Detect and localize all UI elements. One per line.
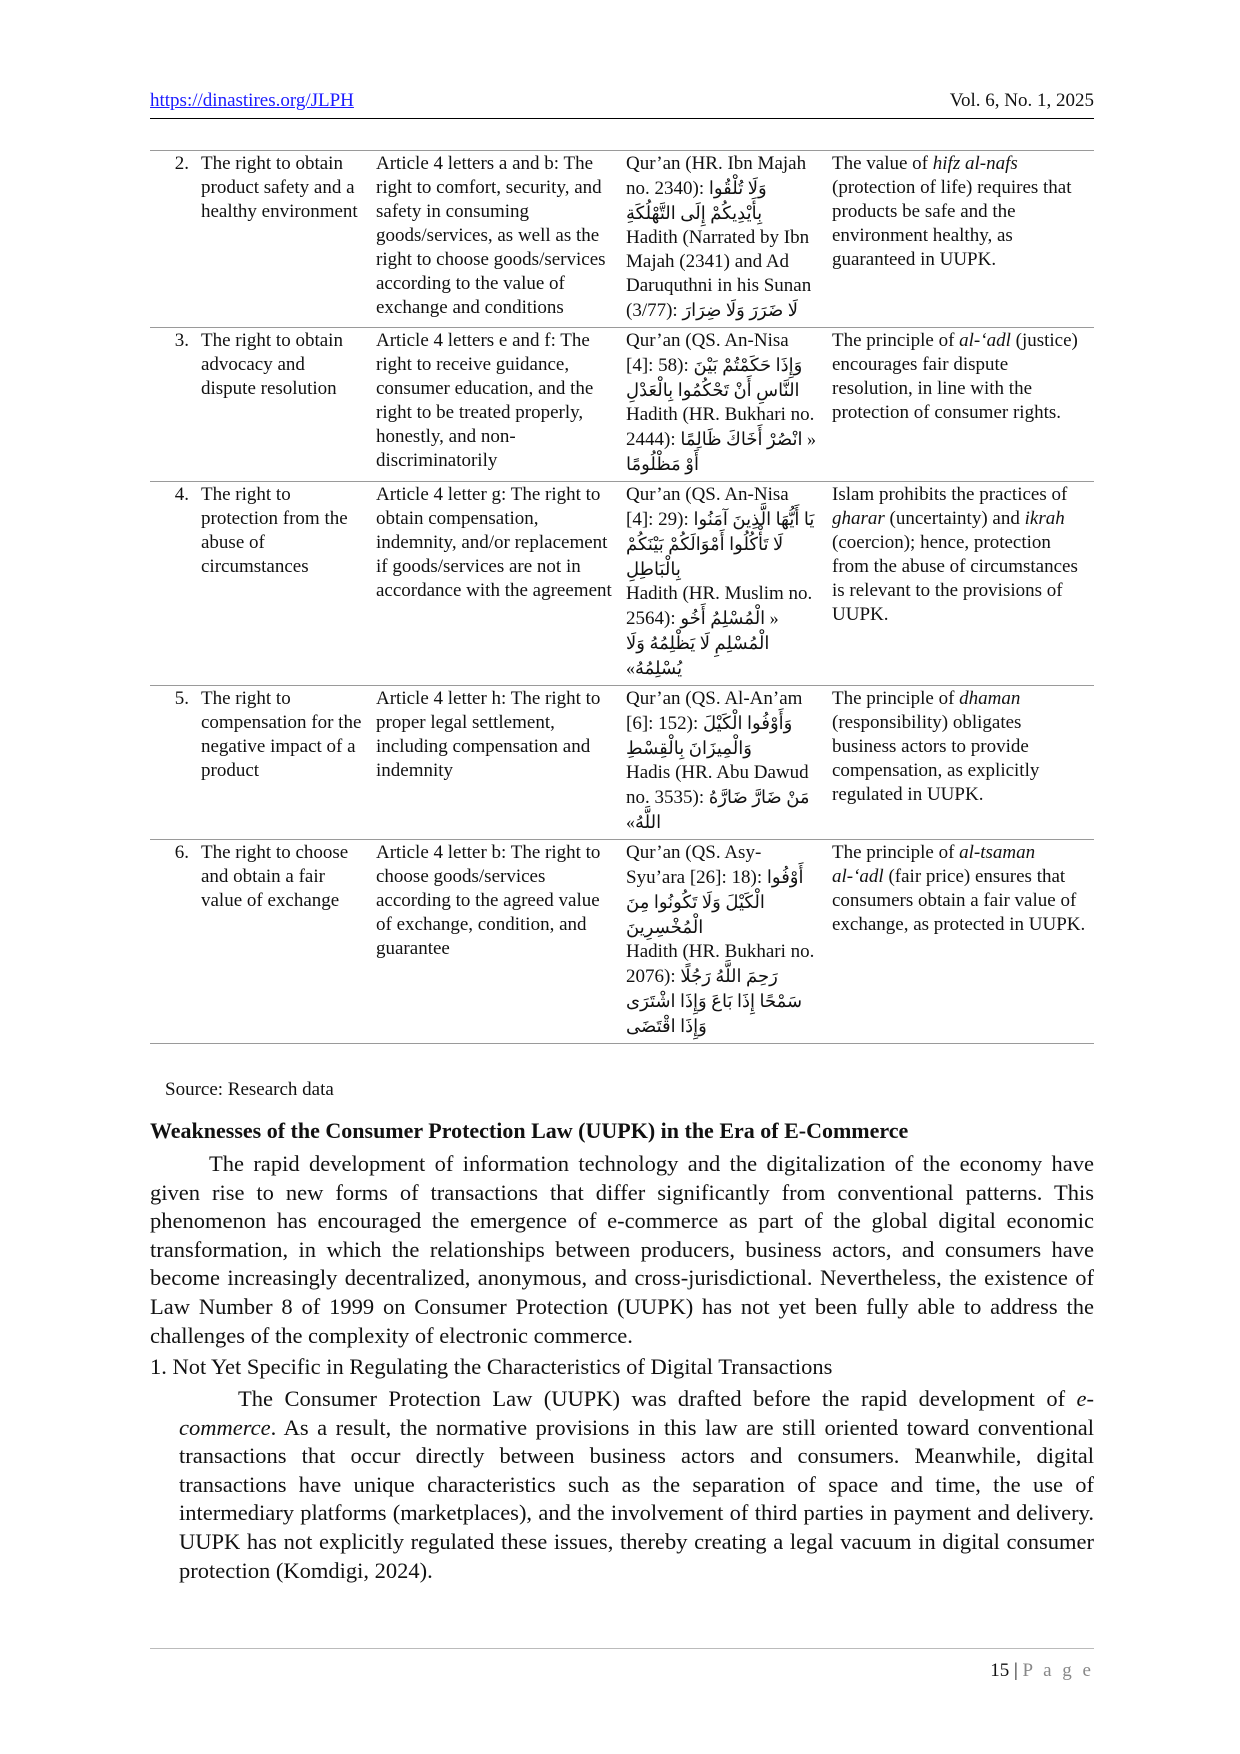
source-citation: Qur’an (QS. An-Nisa [4]: 58): xyxy=(626,330,789,376)
table-body xyxy=(150,151,1094,1044)
table-row xyxy=(150,840,1094,1044)
row-number: 4. xyxy=(150,482,195,686)
islamic-principle-cell xyxy=(826,840,1094,1044)
row-number: 5. xyxy=(150,686,195,840)
paragraph-text: The Consumer Protection Law (UUPK) was drafted before the rapid development of xyxy=(238,1386,1077,1411)
italic-term: gharar xyxy=(832,508,885,529)
principle-text: The principle of xyxy=(832,688,960,709)
arabic-text: « الْمُسْلِمُ أَخُو الْمُسْلِمِ لَا يَظْلِمُهُ وَلَا يُسْلِمُهُ» xyxy=(626,608,779,678)
source-citation: Hadith (HR. Muslim no. 2564): xyxy=(626,583,813,629)
table-row xyxy=(150,328,1094,482)
principle-text: (responsibility) obligates business actors to provide compensation, as explicitly regulated in UUPK. xyxy=(832,712,1040,805)
islamic-source-cell xyxy=(620,482,826,686)
arabic-text: مَنْ ضَارَّ ضَارَّهُ اللَّهُ» xyxy=(626,787,810,832)
row-number: 3. xyxy=(150,328,195,482)
consumer-rights-table xyxy=(150,150,1094,1044)
arabic-text: « انْصُرْ أَخَاكَ ظَالِمًا أَوْ مَظْلُومًا xyxy=(626,429,817,474)
islamic-source-cell xyxy=(620,151,826,328)
consumer-right-cell: The right to choose and obtain a fair value of exchange xyxy=(195,840,370,1044)
islamic-source-cell xyxy=(620,686,826,840)
list-item-paragraph xyxy=(179,1385,1094,1585)
principle-text: The value of xyxy=(832,153,933,174)
islamic-source-cell xyxy=(620,840,826,1044)
section-paragraph: The rapid development of information technology and the digitalization of the economy have given rise to new forms of transactions that differ significantly from conventional patterns. This phenomenon has encouraged the emergence of e-commerce as part of the global digital economic transformation, in which the relationships between producers, business actors, and consumers have become increasingly decentralized, anonymous, and cross-jurisdictional. Nevertheless, the existence of Law Number 8 of 1999 on Consumer Protection (UUPK) has not yet been fully able to address the challenges of the complexity of electronic commerce. xyxy=(150,1151,1094,1348)
arabic-text: وَأَوْفُوا الْكَيْلَ وَالْمِيزَانَ بِالْقِسْطِ xyxy=(626,713,793,758)
italic-term: al-tsaman al-‘adl xyxy=(832,842,1036,887)
arabic-text: وَلَا تُلْقُوا بِأَيْدِيكُمْ إِلَى التَّهْلُكَةِ xyxy=(626,178,767,223)
table-row xyxy=(150,686,1094,840)
consumer-right-cell: The right to obtain advocacy and dispute resolution xyxy=(195,328,370,482)
table-row xyxy=(150,151,1094,328)
italic-term: ikrah xyxy=(1024,508,1065,529)
arabic-text: رَحِمَ اللَّهُ رَجُلًا سَمْحًا إِذَا بَاعَ وَإِذَا اشْتَرَى وَإِذَا اقْتَضَى xyxy=(626,966,803,1036)
section-heading: Weaknesses of the Consumer Protection Law (UUPK) in the Era of E-Commerce xyxy=(150,1118,909,1143)
page-number: 15 xyxy=(990,1660,1010,1681)
source-citation: Hadith (HR. Bukhari no. 2444): xyxy=(626,404,815,450)
consumer-right-cell: The right to obtain product safety and a healthy environment xyxy=(195,151,370,328)
list-item-heading: 1. Not Yet Specific in Regulating the Characteristics of Digital Transactions xyxy=(150,1354,833,1379)
islamic-principle-cell xyxy=(826,686,1094,840)
principle-text: (coercion); hence, protection from the abuse of circumstances is relevant to the provisions of UUPK. xyxy=(832,532,1078,625)
italic-term: hifz al-nafs xyxy=(932,153,1018,174)
row-number: 2. xyxy=(150,151,195,328)
principle-text: (protection of life) requires that products be safe and the environment healthy, as guaranteed in UUPK. xyxy=(832,177,1072,270)
arabic-text: أَوْفُوا الْكَيْلَ وَلَا تَكُونُوا مِنَ الْمُخْسِرِينَ xyxy=(626,867,804,937)
paragraph-text: . As a result, the normative provisions in this law are still oriented toward conventional transactions that occur directly between business actors and consumers. Meanwhile, digital transactions have unique characteristics such as the separation of space and time, the use of intermediary platforms (marketplaces), and the involvement of third parties in payment and delivery. UUPK has not explicitly regulated these issues, thereby creating a legal vacuum in digital consumer protection (Komdigi, 2024). xyxy=(179,1414,1094,1583)
row-number: 6. xyxy=(150,840,195,1044)
page-footer xyxy=(990,1660,1094,1682)
islamic-principle-cell xyxy=(826,482,1094,686)
volume-info: Vol. 6, No. 1, 2025 xyxy=(949,90,1094,111)
uupk-article-cell: Article 4 letters e and f: The right to receive guidance, consumer education, and the right to be treated properly, honestly, and non-discriminatorily xyxy=(370,328,620,482)
principle-text: The principle of xyxy=(832,330,960,351)
arabic-text: وَإِذَا حَكَمْتُمْ بَيْنَ النَّاسِ أَنْ تَحْكُمُوا بِالْعَدْلِ xyxy=(626,355,803,400)
islamic-source-cell xyxy=(620,328,826,482)
table-row xyxy=(150,482,1094,686)
principle-text: (fair price) ensures that consumers obtain a fair value of exchange, as protected in UUPK. xyxy=(832,866,1086,935)
page-separator: | xyxy=(1009,1660,1023,1681)
principle-text: (justice) encourages fair dispute resolution, in line with the protection of consumer rights. xyxy=(832,330,1078,423)
islamic-principle-cell xyxy=(826,151,1094,328)
source-citation: Qur’an (QS. An-Nisa [4]: 29): xyxy=(626,484,789,530)
principle-text: Islam prohibits the practices of xyxy=(832,484,1068,505)
source-citation: Hadith (HR. Bukhari no. 2076): xyxy=(626,941,815,987)
uupk-article-cell: Article 4 letter h: The right to proper legal settlement, including compensation and indemnity xyxy=(370,686,620,840)
table-source-note: Source: Research data xyxy=(165,1079,334,1100)
consumer-right-cell: The right to protection from the abuse of circumstances xyxy=(195,482,370,686)
source-citation: Hadis (HR. Abu Dawud no. 3535): xyxy=(626,762,809,808)
principle-text: The principle of xyxy=(832,842,960,863)
consumer-right-cell: The right to compensation for the negative impact of a product xyxy=(195,686,370,840)
source-citation: Qur’an (QS. Al-An’am [6]: 152): xyxy=(626,688,803,734)
uupk-article-cell: Article 4 letters a and b: The right to comfort, security, and safety in consuming goods/services, as well as the right to choose goods/services according to the value of exchange and conditions xyxy=(370,151,620,328)
source-citation: Qur’an (QS. Asy-Syu’ara [26]: 18): xyxy=(626,842,767,888)
page-label: P a g e xyxy=(1022,1660,1094,1681)
arabic-text: لَا ضَرَرَ وَلَا ضِرَارَ xyxy=(682,300,799,320)
source-citation: Hadith (Narrated by Ibn Majah (2341) and Ad Daruquthni in his Sunan (3/77): xyxy=(626,227,812,321)
italic-term: al-‘adl xyxy=(959,330,1011,351)
italic-term: e-commerce xyxy=(179,1386,1094,1440)
islamic-principle-cell xyxy=(826,328,1094,482)
journal-url-link[interactable]: https://dinastires.org/JLPH xyxy=(150,90,354,111)
arabic-text: يَا أَيُّهَا الَّذِينَ آمَنُوا لَا تَأْكُلُوا أَمْوَالَكُمْ بَيْنَكُمْ بِالْبَاطِلِ xyxy=(626,509,815,579)
page-header xyxy=(150,88,1094,119)
footer-divider xyxy=(150,1648,1094,1649)
principle-text: (uncertainty) and xyxy=(884,508,1025,529)
uupk-article-cell: Article 4 letter b: The right to choose goods/services according to the agreed value of exchange, condition, and guarantee xyxy=(370,840,620,1044)
uupk-article-cell: Article 4 letter g: The right to obtain compensation, indemnity, and/or replacement if goods/services are not in accordance with the agreement xyxy=(370,482,620,686)
italic-term: dhaman xyxy=(959,688,1021,709)
source-citation: Qur’an (HR. Ibn Majah no. 2340): xyxy=(626,153,807,199)
